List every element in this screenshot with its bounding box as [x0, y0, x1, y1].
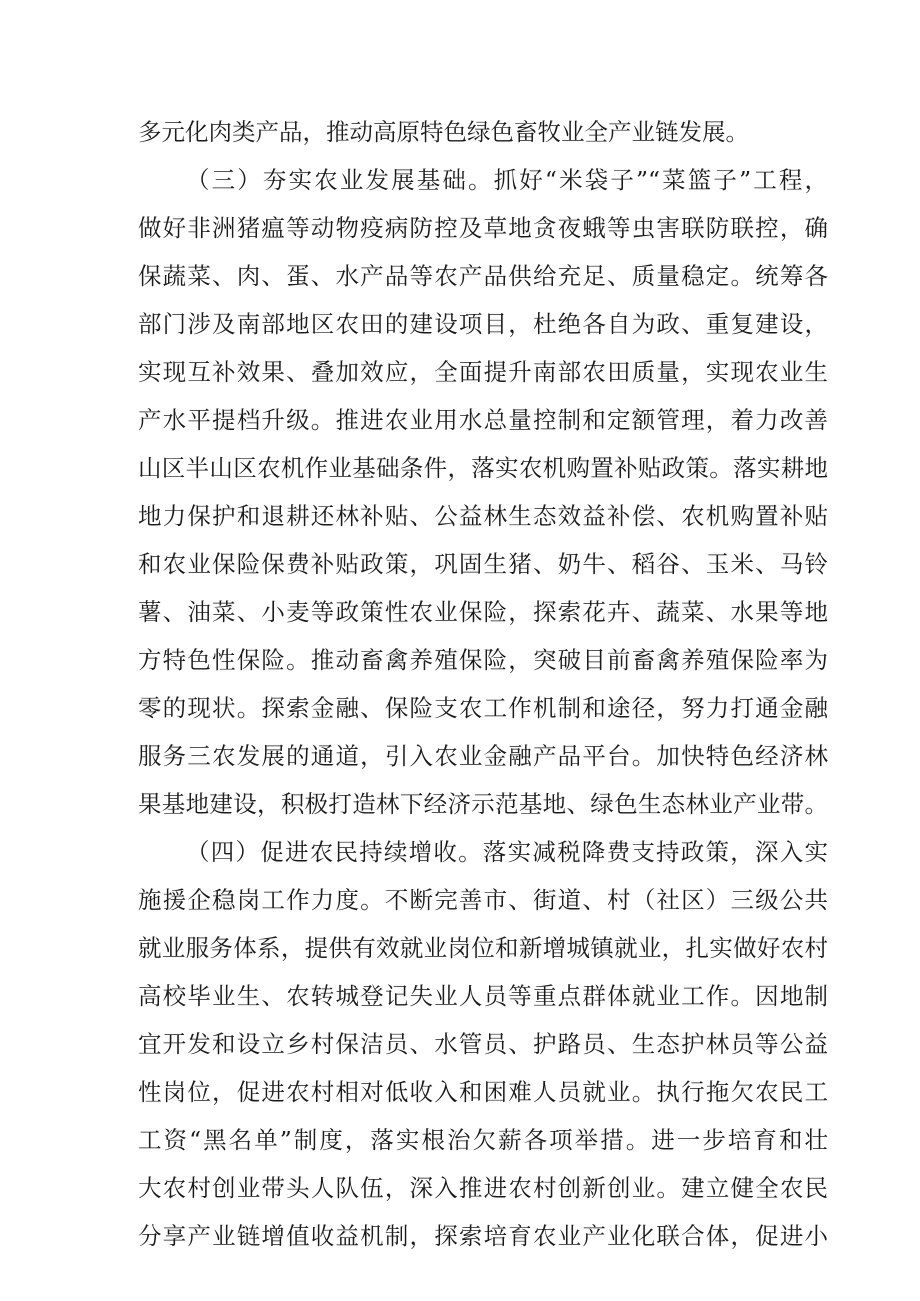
text-line: 性岗位，促进农村相对低收入和困难人员就业。执行拖欠农民工 [138, 1078, 828, 1106]
text-line: 高校毕业生、农转城登记失业人员等重点群体就业工作。因地制 [138, 982, 828, 1010]
text-line: 工资“黑名单”制度，落实根治欠薪各项举措。进一步培育和壮 [138, 1126, 828, 1154]
text-line: 保蔬菜、肉、蛋、水产品等农产品供给充足、质量稳定。统筹各 [138, 262, 828, 290]
text-line: 施援企稳岗工作力度。不断完善市、街道、村（社区）三级公共 [138, 886, 828, 914]
text-line: （四）促进农民持续增收。落实减税降费支持政策，深入实 [186, 838, 828, 866]
text-line: 零的现状。探索金融、保险支农工作机制和途径，努力打通金融 [138, 694, 828, 722]
text-line: 大农村创业带头人队伍，深入推进农村创新创业。建立健全农民 [138, 1174, 828, 1202]
text-line: 薯、油菜、小麦等政策性农业保险，探索花卉、蔬菜、水果等地 [138, 598, 828, 626]
text-line: 宜开发和设立乡村保洁员、水管员、护路员、生态护林员等公益 [138, 1030, 828, 1058]
text-line: 分享产业链增值收益机制，探索培育农业产业化联合体，促进小 [138, 1222, 828, 1250]
text-line: 做好非洲猪瘟等动物疫病防控及草地贪夜蛾等虫害联防联控，确 [138, 214, 828, 242]
text-line: 部门涉及南部地区农田的建设项目，杜绝各自为政、重复建设， [138, 310, 828, 338]
text-line: 服务三农发展的通道，引入农业金融产品平台。加快特色经济林 [138, 742, 828, 770]
text-line: 地力保护和退耕还林补贴、公益林生态效益补偿、农机购置补贴 [138, 502, 828, 530]
text-line: 果基地建设，积极打造林下经济示范基地、绿色生态林业产业带。 [138, 790, 828, 818]
text-line: 实现互补效果、叠加效应，全面提升南部农田质量，实现农业生 [138, 358, 828, 386]
text-line: 多元化肉类产品，推动高原特色绿色畜牧业全产业链发展。 [138, 118, 749, 146]
text-line: 方特色性保险。推动畜禽养殖保险，突破目前畜禽养殖保险率为 [138, 646, 828, 674]
text-line: 和农业保险保费补贴政策，巩固生猪、奶牛、稻谷、玉米、马铃 [138, 550, 828, 578]
text-line: （三）夯实农业发展基础。抓好“米袋子”“菜篮子”工程， [186, 166, 828, 194]
text-line: 山区半山区农机作业基础条件，落实农机购置补贴政策。落实耕地 [138, 454, 828, 482]
text-line: 产水平提档升级。推进农业用水总量控制和定额管理，着力改善 [138, 406, 828, 434]
text-line: 就业服务体系，提供有效就业岗位和新增城镇就业，扎实做好农村 [138, 934, 828, 962]
